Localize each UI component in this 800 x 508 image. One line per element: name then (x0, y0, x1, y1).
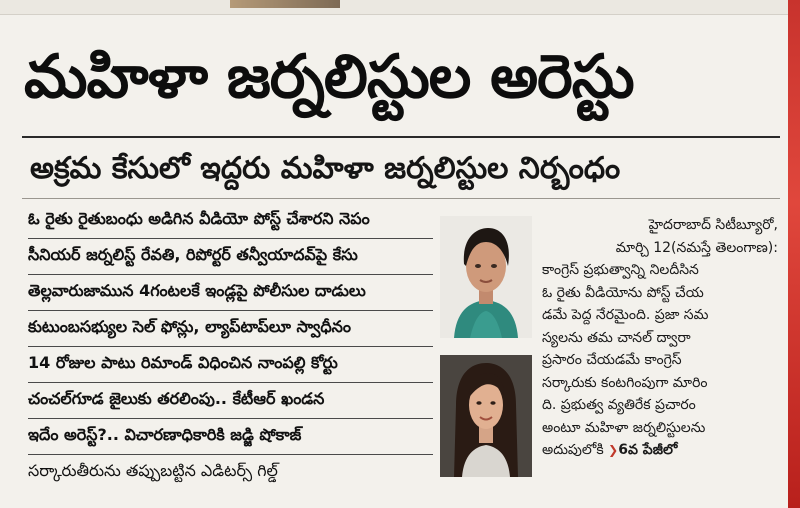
article-line: స్యలను తమ చానల్ ద్వారా (542, 329, 691, 346)
highlight-item: సర్కారుతీరును తప్పుబట్టిన ఎడిటర్స్ గిల్డ్ (28, 461, 278, 480)
page-jump-arrow-icon: ❯ (608, 443, 619, 457)
article-line: సర్కారుకు కంటగింపుగా మారిం (542, 374, 708, 391)
highlight-item: తెల్లవారుజామున 4గంటలకే ఇండ్లపై పోలీసుల దాడులు (28, 277, 433, 311)
highlight-item: 14 రోజుల పాటు రిమాండ్ విధించిన నాంపల్లి కోర్టు (28, 349, 433, 383)
headline: మహిళా జర్నలిస్టుల అరెస్టు (24, 42, 634, 112)
article-dateline: మార్చి 12(నమస్తే తెలంగాణ): (615, 239, 778, 256)
previous-story-strip (0, 0, 800, 15)
article-line: ప్రసారం చేయడమే కాంగ్రెస్ (542, 352, 682, 368)
portrait-woman-long-hair (440, 355, 532, 477)
article-line: ది. ప్రభుత్వ వ్యతిరేక ప్రచారం (542, 397, 696, 413)
highlight-item: చంచల్‌గూడ జైలుకు తరలింపు.. కేటీఆర్ ఖండన (28, 385, 433, 419)
continued-on-page-link[interactable]: 6వ పేజీలో (618, 442, 678, 458)
journalist-photo-tanvi (440, 355, 532, 477)
highlight-list (28, 205, 433, 492)
highlight-item: ఇదేం అరెస్ట్?.. విచారణాధికారికి జడ్జి షోకాజ్ (28, 421, 433, 455)
article-line: ఓ రైతు వీడియోను పోస్ట్ చేయ (542, 284, 704, 301)
portrait-woman-short-hair (440, 216, 532, 338)
highlight-item: కుటుంబసభ్యుల సెల్ ఫోన్లు, ల్యాప్‌టాప్‌లూ స్వాధీనం (28, 313, 433, 347)
headline-rule (22, 136, 780, 138)
subheadline: అక్రమ కేసులో ఇద్దరు మహిళా జర్నలిస్టుల నిర్బంధం (30, 151, 621, 186)
article-line: కాంగ్రెస్ ప్రభుత్వాన్ని నిలదీసిన (542, 262, 699, 278)
highlight-item: సీనియర్ జర్నలిస్ట్ రేవతి, రిపోర్టర్ తన్వీయాదవ్‌పై కేసు (28, 241, 433, 275)
previous-photo-edge (230, 0, 340, 8)
article-body (542, 214, 778, 462)
article-line: డమే పెద్ద నేరమైంది. ప్రజా సమ (542, 307, 709, 323)
article-line: అంటూ మహిళా జర్నలిస్టులను (542, 419, 706, 436)
journalist-photo-revathi (440, 216, 532, 338)
article-dateline: హైదరాబాద్ సిటీబ్యూరో, (648, 217, 778, 233)
subheadline-rule (22, 198, 780, 199)
article-last-line (542, 439, 778, 462)
highlight-item: ఓ రైతు రైతుబంధు అడిగిన వీడియో పోస్ట్ చేశారని నెపం (28, 205, 433, 239)
article-line: అదుపులోకి (542, 442, 604, 458)
page-edge-red-strip (788, 0, 800, 508)
